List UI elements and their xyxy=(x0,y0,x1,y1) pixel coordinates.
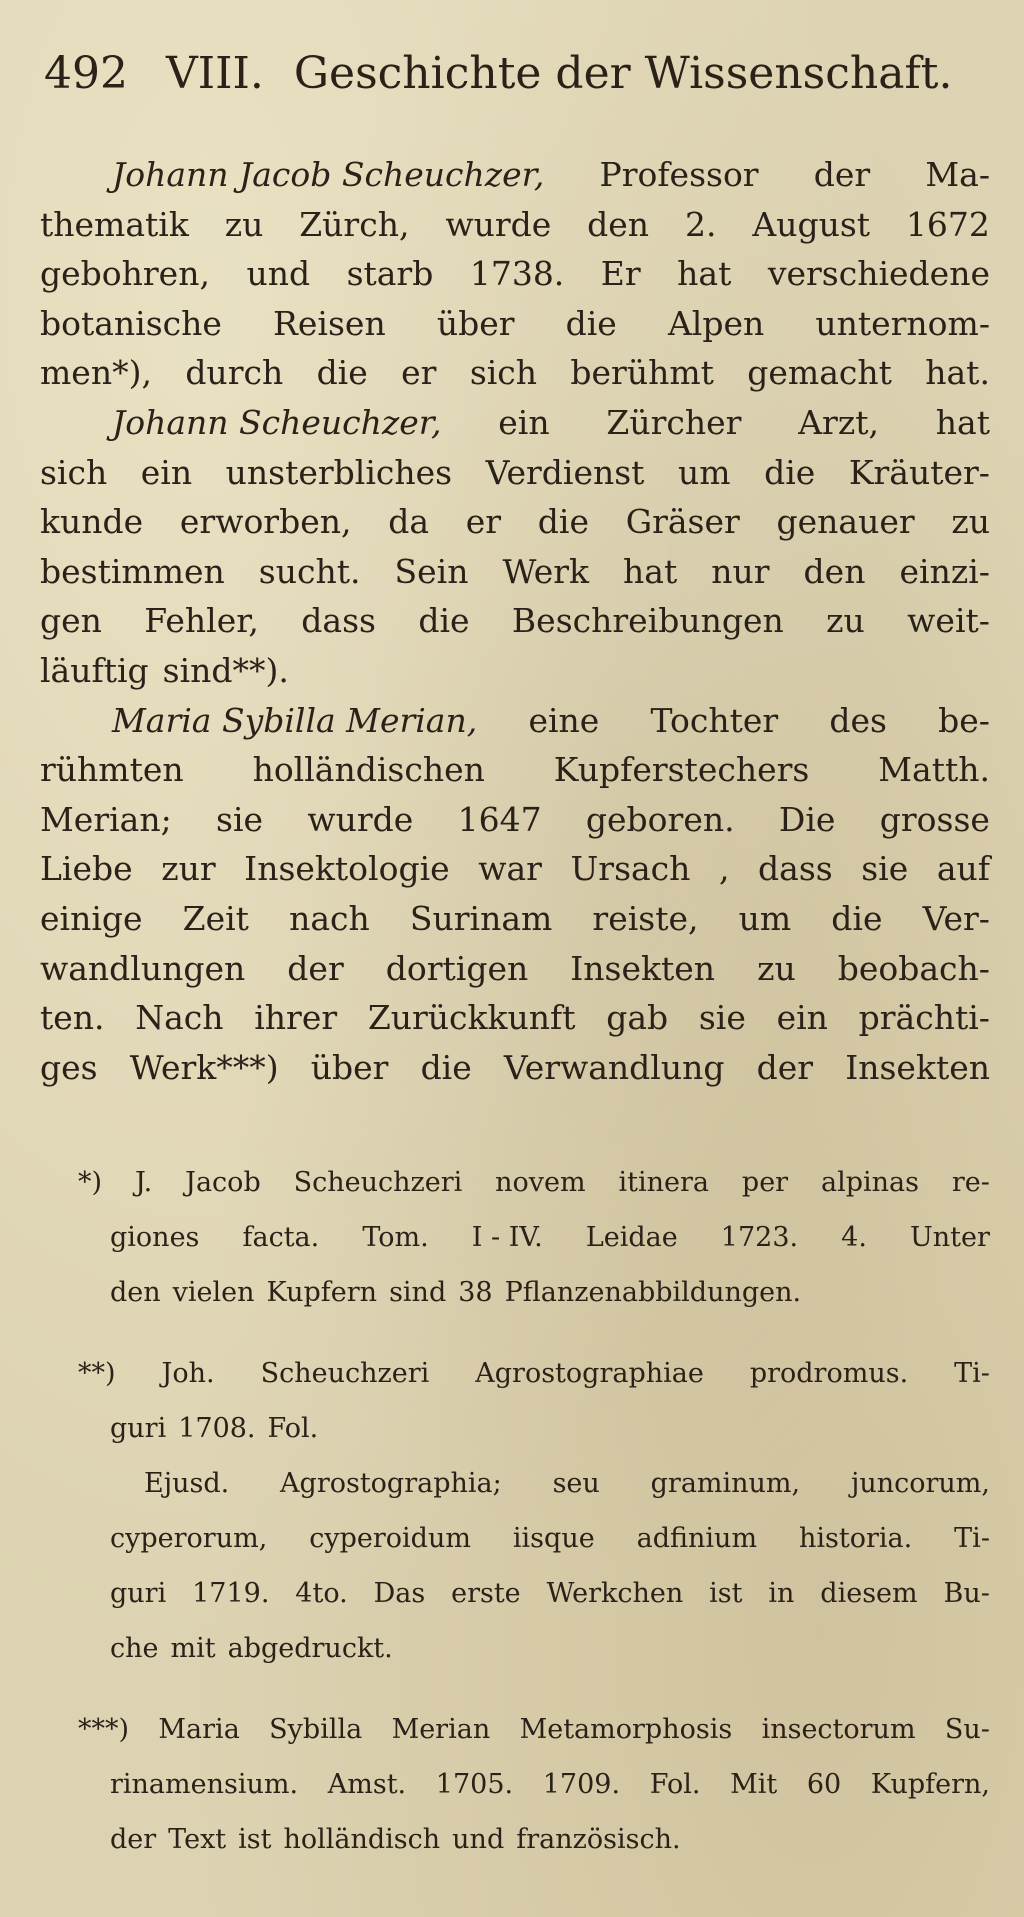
word: zu xyxy=(951,502,990,542)
word: Ti- xyxy=(954,1523,990,1554)
word: zu xyxy=(826,601,865,641)
word: Joh. xyxy=(161,1358,215,1389)
word: bestimmen xyxy=(40,551,225,591)
page-number: 492 xyxy=(44,48,128,99)
word: der xyxy=(287,948,344,988)
text-line xyxy=(40,894,990,944)
word: Jacob xyxy=(185,1167,261,1198)
text-line xyxy=(40,844,990,894)
text-line xyxy=(40,547,990,597)
word: Agrostographiae xyxy=(475,1358,704,1389)
word: rinamensium. xyxy=(110,1769,299,1800)
word: thematik xyxy=(40,204,189,244)
word: Alpen xyxy=(667,303,765,343)
word: den xyxy=(803,551,866,591)
word: Werkchen xyxy=(546,1578,684,1609)
word: Die xyxy=(778,799,836,839)
word: Kupfern, xyxy=(870,1769,990,1800)
word: unsterbliches xyxy=(225,452,453,492)
word: den xyxy=(587,204,650,244)
word: Insektologie xyxy=(244,849,450,889)
word: ein xyxy=(140,452,193,492)
word: zur xyxy=(161,849,216,889)
text-line xyxy=(40,150,990,200)
footnote xyxy=(78,1346,990,1676)
word: Pflanzenabbildungen. xyxy=(504,1277,802,1308)
word: einzi- xyxy=(899,551,990,591)
footnote-line xyxy=(78,1566,990,1621)
word: rühmten xyxy=(40,750,184,790)
word: Professor xyxy=(599,155,759,194)
text-line xyxy=(40,497,990,547)
footnote-line xyxy=(78,1155,990,1210)
word: die xyxy=(764,452,816,492)
word: starb xyxy=(346,254,434,294)
person-name: Johann Jacob Scheuchzer, xyxy=(112,155,545,194)
text-line xyxy=(40,944,990,994)
footnote-line xyxy=(78,1511,990,1566)
word: durch xyxy=(185,353,284,393)
word: sie xyxy=(698,998,746,1038)
word: guri xyxy=(110,1413,167,1444)
word: 1723. xyxy=(720,1222,799,1253)
word: alpinas xyxy=(820,1167,919,1198)
word: prodromus. xyxy=(749,1358,909,1389)
word: re- xyxy=(951,1167,990,1198)
word: Fol. xyxy=(267,1413,319,1444)
text-line xyxy=(40,993,990,1043)
word: des xyxy=(829,700,887,740)
word: insectorum xyxy=(761,1714,916,1745)
footnote-marker: **) xyxy=(78,1358,116,1389)
word: per xyxy=(741,1167,789,1198)
word: Surinam xyxy=(409,898,553,938)
word: Nach xyxy=(135,998,224,1038)
word: da xyxy=(388,502,430,542)
word: ein xyxy=(776,998,828,1038)
word: iisque xyxy=(512,1523,595,1554)
word: ten. xyxy=(40,998,105,1038)
footnote-marker: ***) xyxy=(78,1714,130,1745)
text-line xyxy=(40,745,990,795)
word: Scheuchzeri xyxy=(260,1358,430,1389)
word: Text xyxy=(168,1824,227,1855)
word: Metamorphosis xyxy=(519,1714,733,1745)
word: Agrostographia; xyxy=(280,1468,502,1499)
word: itinera xyxy=(618,1167,710,1198)
word: juncorum, xyxy=(850,1468,990,1499)
word: 1709. xyxy=(542,1769,621,1800)
word: sind**). xyxy=(162,650,289,690)
word: die xyxy=(418,601,470,641)
word: diesem xyxy=(820,1578,918,1609)
word: mit xyxy=(170,1633,216,1664)
word: Maria xyxy=(158,1714,240,1745)
word: Gräser xyxy=(625,502,740,542)
word: kunde xyxy=(40,502,144,542)
word: französisch. xyxy=(516,1824,681,1855)
word: Su- xyxy=(944,1714,990,1745)
word: Das xyxy=(373,1578,426,1609)
word: in xyxy=(768,1578,795,1609)
text-line xyxy=(40,348,990,398)
text-line xyxy=(40,448,990,498)
word: dass xyxy=(301,601,376,641)
word: läuftig xyxy=(40,650,149,690)
word: Werk xyxy=(502,551,589,591)
text-line xyxy=(40,200,990,250)
word: und xyxy=(246,254,311,294)
word: auf xyxy=(936,849,990,889)
text-line xyxy=(40,1043,990,1093)
word: ist xyxy=(709,1578,743,1609)
word: wurde xyxy=(307,799,414,839)
word: 1708. xyxy=(178,1413,256,1444)
word: graminum, xyxy=(650,1468,801,1499)
word: Beschreibungen xyxy=(511,601,784,641)
word: dortigen xyxy=(385,948,529,988)
word: ein xyxy=(498,402,550,442)
word: der xyxy=(756,1047,814,1087)
word: cyperoidum xyxy=(309,1523,471,1554)
word: gemacht xyxy=(747,353,892,393)
person-name: Johann Scheuchzer, xyxy=(112,402,442,442)
word: cyperorum, xyxy=(110,1523,268,1554)
word: guri xyxy=(110,1578,167,1609)
word: Er xyxy=(600,254,641,294)
footnote-marker: *) xyxy=(78,1167,103,1198)
footnote-line xyxy=(78,1265,990,1320)
word: men*), xyxy=(40,353,152,393)
text-line xyxy=(40,795,990,845)
word: ges xyxy=(40,1047,98,1087)
word: Kupferstechers xyxy=(553,750,810,790)
word: gab xyxy=(606,998,669,1038)
word: Matth. xyxy=(878,750,990,790)
word: sind xyxy=(389,1277,447,1308)
text-line xyxy=(40,398,990,448)
word: hat xyxy=(677,254,732,294)
word: sucht. xyxy=(258,551,361,591)
word: hat. xyxy=(925,353,990,393)
word: J. xyxy=(134,1167,153,1198)
word: Merian xyxy=(391,1714,491,1745)
footnotes xyxy=(78,1155,990,1893)
word: sie xyxy=(861,849,909,889)
word: I - IV. xyxy=(471,1222,543,1253)
word: 2. xyxy=(684,204,717,244)
word: Mit xyxy=(730,1769,778,1800)
word: Fol. xyxy=(649,1769,701,1800)
footnote xyxy=(78,1702,990,1867)
word: über xyxy=(310,1047,389,1087)
footnote-line xyxy=(78,1621,990,1676)
text-line xyxy=(40,299,990,349)
footnote-line xyxy=(78,1702,990,1757)
word: und xyxy=(452,1824,505,1855)
word: August xyxy=(752,204,871,244)
word: seu xyxy=(552,1468,600,1499)
word: wandlungen xyxy=(40,948,246,988)
word: holländisch xyxy=(283,1824,441,1855)
word: Reisen xyxy=(273,303,386,343)
word: Bu- xyxy=(943,1578,990,1609)
word: facta. xyxy=(242,1222,320,1253)
word: einige xyxy=(40,898,143,938)
word: 4to. xyxy=(295,1578,348,1609)
word: ihrer xyxy=(254,998,338,1038)
word: um xyxy=(738,898,792,938)
word: der xyxy=(813,155,871,194)
word: Leidae xyxy=(585,1222,678,1253)
word: dass xyxy=(758,849,833,889)
word: gen xyxy=(40,601,102,641)
word: eine xyxy=(528,700,600,740)
text-line xyxy=(40,596,990,646)
word: Sybilla xyxy=(269,1714,363,1745)
word: geboren. xyxy=(585,799,735,839)
word: grosse xyxy=(879,799,990,839)
word: die xyxy=(565,303,617,343)
word: 1672 xyxy=(905,204,990,244)
person-name: Maria Sybilla Merian, xyxy=(112,700,478,740)
word: 1705. xyxy=(435,1769,514,1800)
word: reiste, xyxy=(592,898,699,938)
word: gebohren, xyxy=(40,254,210,294)
word: Sein xyxy=(394,551,469,591)
word: Verwandlung xyxy=(503,1047,725,1087)
word: die xyxy=(316,353,368,393)
word: sich xyxy=(469,353,538,393)
word: Zurückkunft xyxy=(367,998,576,1038)
page-header xyxy=(44,48,953,108)
word: sie xyxy=(216,799,264,839)
word: Amst. xyxy=(327,1769,407,1800)
word: Ver- xyxy=(922,898,990,938)
word: sich xyxy=(40,452,108,492)
word: abgedruckt. xyxy=(227,1633,393,1664)
text-line xyxy=(40,696,990,746)
word: die xyxy=(420,1047,472,1087)
word: über xyxy=(436,303,515,343)
word: Liebe xyxy=(40,849,133,889)
word: Ma- xyxy=(925,155,990,194)
word: Tochter xyxy=(650,700,779,740)
word: weit- xyxy=(907,601,990,641)
footnote xyxy=(78,1155,990,1320)
word: hat xyxy=(935,402,990,442)
text-line xyxy=(40,249,990,299)
word: unternom- xyxy=(815,303,990,343)
running-title: Geschichte der Wissenschaft. xyxy=(293,48,953,99)
word: vielen xyxy=(172,1277,255,1308)
word: beobach- xyxy=(837,948,990,988)
footnote-line xyxy=(78,1210,990,1265)
text-line xyxy=(40,646,990,696)
word: Kupfern xyxy=(266,1277,378,1308)
main-text xyxy=(40,150,990,1092)
word: wurde xyxy=(445,204,552,244)
word: historia. xyxy=(799,1523,913,1554)
word: nach xyxy=(289,898,370,938)
word: be- xyxy=(938,700,990,740)
word: novem xyxy=(495,1167,586,1198)
word: Kräuter- xyxy=(848,452,990,492)
word: Verdienst xyxy=(485,452,645,492)
word: um xyxy=(677,452,731,492)
word: holländischen xyxy=(252,750,485,790)
section-number: VIII. xyxy=(165,48,264,99)
footnote-line xyxy=(78,1456,990,1511)
word: ist xyxy=(238,1824,272,1855)
word: Merian; xyxy=(40,799,172,839)
word: , xyxy=(718,849,730,889)
word: Insekten xyxy=(570,948,716,988)
footnote-line xyxy=(78,1401,990,1456)
word: Ti- xyxy=(954,1358,990,1389)
word: Zeit xyxy=(182,898,249,938)
word: Ursach xyxy=(570,849,691,889)
word: 60 xyxy=(806,1769,842,1800)
word: erste xyxy=(451,1578,521,1609)
word: Unter xyxy=(910,1222,990,1253)
word: 38 xyxy=(458,1277,493,1308)
word: Fehler, xyxy=(144,601,259,641)
word: Tom. xyxy=(362,1222,429,1253)
word: er xyxy=(401,353,437,393)
word: den xyxy=(110,1277,161,1308)
footnote-line xyxy=(78,1812,990,1867)
word: Scheuchzeri xyxy=(293,1167,463,1198)
word: Zürcher xyxy=(606,402,742,442)
footnote-line xyxy=(78,1757,990,1812)
word: Werk***) xyxy=(129,1047,279,1087)
word: adfinium xyxy=(636,1523,758,1554)
word: Ejusd. xyxy=(144,1468,230,1499)
word: prächti- xyxy=(858,998,990,1038)
word: 1738. xyxy=(469,254,565,294)
word: 1719. xyxy=(192,1578,270,1609)
word: zu xyxy=(224,204,264,244)
word: Zürch, xyxy=(299,204,410,244)
word: war xyxy=(478,849,542,889)
word: hat xyxy=(623,551,678,591)
word: der xyxy=(110,1824,157,1855)
word: giones xyxy=(110,1222,200,1253)
word: die xyxy=(831,898,883,938)
word: 1647 xyxy=(457,799,542,839)
word: zu xyxy=(757,948,796,988)
word: erworben, xyxy=(179,502,352,542)
word: Arzt, xyxy=(798,402,879,442)
word: er xyxy=(465,502,502,542)
word: verschiedene xyxy=(767,254,990,294)
word: berühmt xyxy=(570,353,714,393)
footnote-line xyxy=(78,1346,990,1401)
word: botanische xyxy=(40,303,222,343)
word: 4. xyxy=(841,1222,867,1253)
word: nur xyxy=(711,551,770,591)
word: che xyxy=(110,1633,159,1664)
word: genauer xyxy=(776,502,915,542)
word: die xyxy=(537,502,589,542)
word: Insekten xyxy=(845,1047,990,1087)
